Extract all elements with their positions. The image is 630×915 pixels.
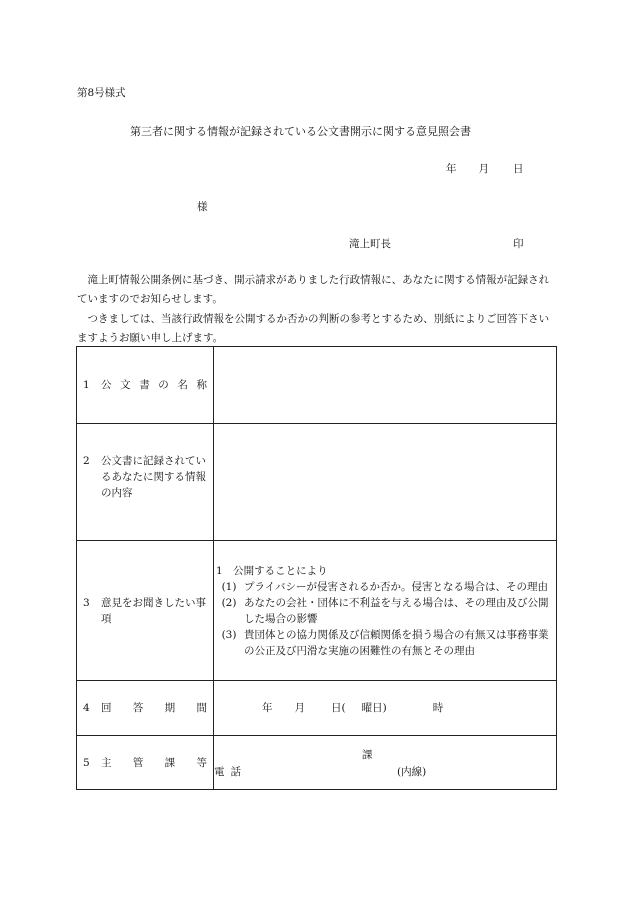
document-title: 第三者に関する情報が記録されている公文書開示に関する意見照会書	[130, 125, 471, 138]
document-name-field[interactable]	[214, 347, 557, 424]
department-phone: 電話	[214, 765, 247, 778]
row-label-text	[101, 755, 213, 771]
sender-name: 滝上町長	[349, 238, 391, 250]
department-field[interactable]	[214, 736, 557, 790]
row-label-text: 公文書に記録されているあなたに関する情報の内容	[101, 455, 206, 499]
label-char: 名	[177, 379, 188, 391]
table-row-document-name	[77, 347, 557, 424]
label-char: 課	[164, 756, 176, 769]
table-row-response-deadline	[77, 681, 557, 736]
deadline-hour: 時	[432, 702, 444, 714]
label-char: 書	[139, 379, 150, 391]
date-year: 年	[446, 163, 457, 175]
label-char: 答	[132, 702, 144, 714]
spread-label	[101, 700, 207, 716]
opinion-item-number: (2)	[221, 596, 237, 609]
intro-paragraph: 滝上町情報公開条例に基づき、開示請求がありました行政情報に、あなたに関する情報が記録されていますのでお知らせします。	[77, 274, 550, 305]
deadline-weekday: 曜日)	[361, 702, 387, 714]
label-char: 回	[101, 702, 112, 714]
opinion-item-text: 貴団体との協力関係及び信頼関係を損う場合の有無又は事務事業の公正及び円滑な実施の困難性の有無とその理由	[244, 628, 549, 657]
opinion-item-text: あなたの会社・団体に不利益を与える場合は、その理由及び公開した場合の影響	[244, 596, 549, 625]
opinion-item	[214, 579, 556, 595]
response-deadline-field[interactable]	[214, 681, 557, 736]
request-paragraph: つきましては、当該行政情報を公開するか否かの判断の参考とするため、別紙によりご回答下さいますようお願い申し上げます。	[77, 313, 550, 344]
deadline-day: 日(	[331, 702, 346, 714]
label-char: 管	[132, 756, 144, 769]
department-extension: (内線)	[397, 765, 427, 778]
row-number: 2	[83, 455, 90, 467]
row-label	[77, 736, 214, 790]
row-label-text: 意見をお聞きしたい事項	[101, 596, 206, 625]
row-label	[77, 347, 214, 424]
row-label	[77, 681, 214, 736]
opinion-item	[214, 595, 556, 627]
row-label	[77, 424, 214, 541]
opinion-items	[214, 541, 557, 681]
row-label-text	[101, 700, 213, 716]
date-line	[446, 161, 538, 176]
row-number: 3	[83, 596, 90, 609]
spread-label	[101, 377, 207, 393]
inquiry-form-table	[76, 346, 557, 790]
information-content-field[interactable]	[214, 424, 557, 541]
label-char: 間	[196, 702, 207, 714]
row-number: 5	[83, 756, 90, 769]
label-char: 等	[196, 756, 207, 769]
spread-label	[101, 755, 207, 771]
deadline-year: 年	[262, 702, 273, 714]
addressee-suffix: 様	[197, 201, 208, 213]
opinion-item	[214, 627, 556, 659]
opinion-item-text: プライバシーが侵害されるか否か。侵害となる場合は、その理由	[244, 580, 548, 593]
label-char: 公	[101, 379, 112, 391]
label-char: の	[158, 379, 169, 391]
seal-mark: 印	[513, 238, 524, 250]
opinion-item-number: (1)	[221, 580, 237, 593]
opinion-item-number: (3)	[221, 628, 237, 641]
department-section: 課	[362, 748, 373, 761]
row-number: 4	[83, 702, 90, 714]
table-row-department	[77, 736, 557, 790]
label-char: 期	[164, 702, 176, 714]
table-row-information-content	[77, 424, 557, 541]
opinion-heading: 1 公開することにより	[216, 564, 328, 577]
form-number: 第8号様式	[77, 87, 126, 99]
deadline-month: 月	[294, 702, 305, 714]
table-row-opinion-items	[77, 541, 557, 681]
row-number: 1	[83, 379, 90, 391]
label-char: 称	[196, 379, 207, 391]
row-label	[77, 541, 214, 681]
date-month: 月	[478, 163, 489, 175]
label-char: 文	[120, 379, 131, 391]
label-char: 主	[101, 756, 112, 769]
row-label-text	[101, 377, 213, 393]
date-day: 日	[513, 163, 524, 175]
